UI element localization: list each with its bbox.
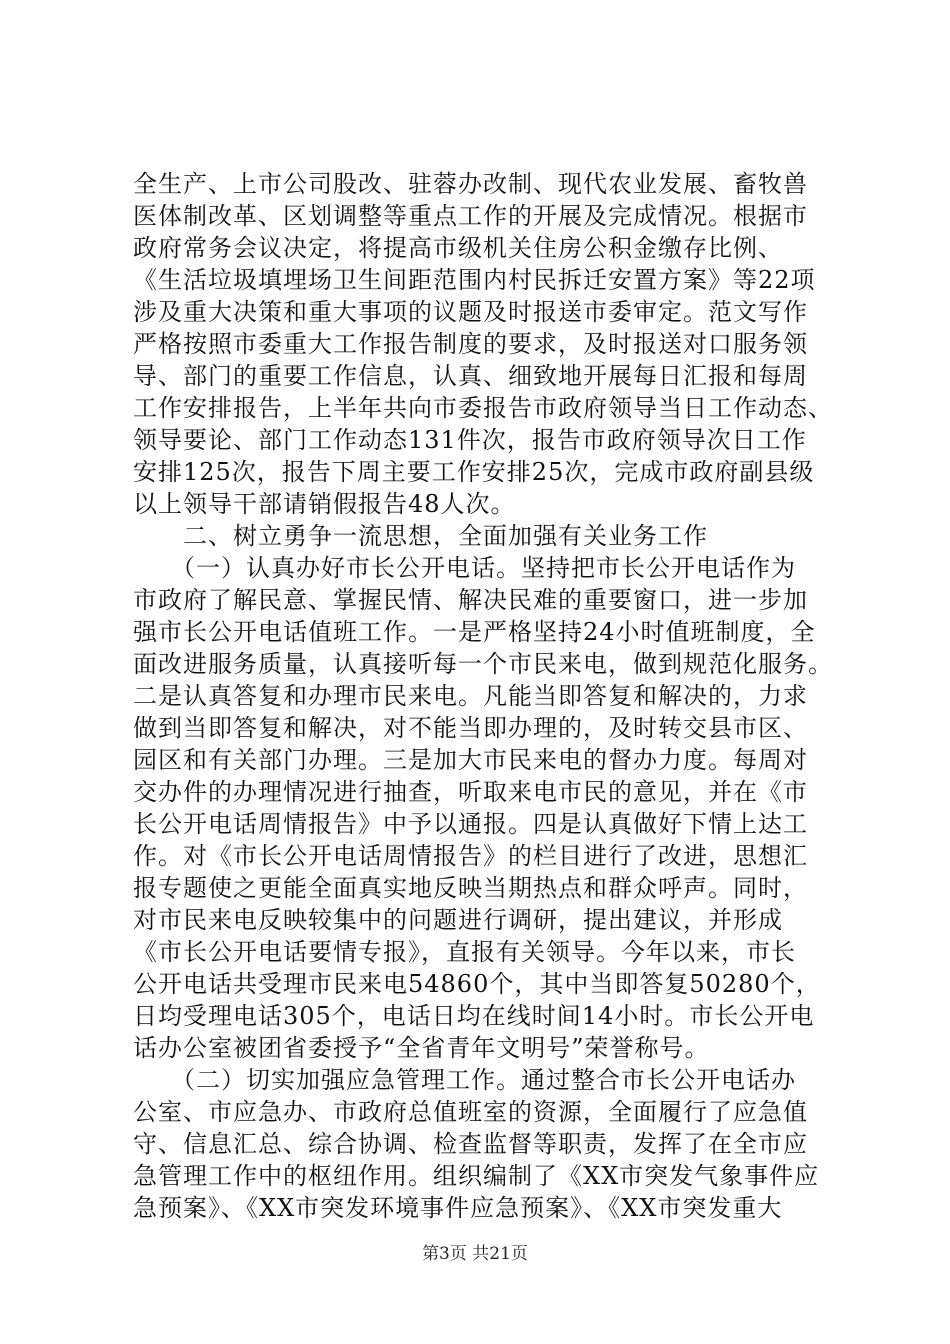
text-line: 领导要论、部门工作动态131件次，报告市政府领导次日工作	[133, 426, 807, 454]
page-footer: 第3页 共21页	[422, 1244, 528, 1264]
text-line: 公室、市应急办、市政府总值班室的资源，全面履行了应急值	[133, 1098, 808, 1126]
text-line: 长公开电话周情报告》中予以通报。四是认真做好下情上达工	[133, 810, 808, 838]
text-line: 报专题使之更能全面真实地反映当期热点和群众呼声。同时，	[133, 874, 808, 902]
text-line: （二）切实加强应急管理工作。通过整合市长公开电话办	[133, 1066, 796, 1094]
text-line: 对市民来电反映较集中的问题进行调研，提出建议，并形成	[133, 906, 783, 934]
text-line: 严格按照市委重大工作报告制度的要求，及时报送对口服务领	[133, 330, 808, 358]
text-line: 守、信息汇总、综合协调、检查监督等职责，发挥了在全市应	[133, 1130, 808, 1158]
text-line: 《市长公开电话要情专报》，直报有关领导。今年以来，市长	[133, 938, 796, 966]
text-line: （一）认真办好市长公开电话。坚持把市长公开电话作为	[133, 554, 796, 582]
text-line: 急管理工作中的枢纽作用。组织编制了《XX市突发气象事件应	[133, 1162, 820, 1190]
text-line: 以上领导干部请销假报告48人次。	[133, 490, 516, 518]
text-line: 强市长公开电话值班工作。一是严格坚持24小时值班制度，全	[133, 618, 816, 646]
text-line: 政府常务会议决定，将提高市级机关住房公积金缴存比例、	[133, 234, 783, 262]
text-line: 做到当即答复和解决，对不能当即办理的，及时转交县市区、	[133, 714, 808, 742]
text-line: 二是认真答复和办理市民来电。凡能当即答复和解决的，力求	[133, 682, 808, 710]
text-line: 工作安排报告，上半年共向市委报告市政府领导当日工作动态、	[133, 394, 833, 422]
text-line: 话办公室被团省委授予“全省青年文明号”荣誉称号。	[133, 1034, 710, 1062]
text-line: 交办件的办理情况进行抽查，听取来电市民的意见，并在《市	[133, 778, 808, 806]
text-line: 二、树立勇争一流思想，全面加强有关业务工作	[133, 522, 708, 550]
text-line: 公开电话共受理市民来电54860个，其中当即答复50280个，	[133, 970, 821, 998]
text-line: 全生产、上市公司股改、驻蓉办改制、现代农业发展、畜牧兽	[133, 170, 808, 198]
text-line: 急预案》、《XX市突发环境事件应急预案》、《XX市突发重大	[133, 1194, 783, 1222]
text-line: 《生活垃圾填埋场卫生间距范围内村民拆迁安置方案》等22项	[133, 266, 816, 294]
text-line: 作。对《市长公开电话周情报告》的栏目进行了改进，思想汇	[133, 842, 808, 870]
text-line: 导、部门的重要工作信息，认真、细致地开展每日汇报和每周	[133, 362, 808, 390]
text-line: 面改进服务质量，认真接听每一个市民来电，做到规范化服务。	[133, 650, 833, 678]
body-text	[133, 168, 833, 1224]
text-line: 安排125次，报告下周主要工作安排25次，完成市政府副县级	[133, 458, 815, 486]
text-line: 市政府了解民意、掌握民情、解决民难的重要窗口，进一步加	[133, 586, 808, 614]
text-line: 园区和有关部门办理。三是加大市民来电的督办力度。每周对	[133, 746, 808, 774]
text-line: 日均受理电话305个，电话日均在线时间14小时。市长公开电	[133, 1002, 815, 1030]
text-line: 涉及重大决策和重大事项的议题及时报送市委审定。范文写作	[133, 298, 808, 326]
text-line: 医体制改革、区划调整等重点工作的开展及完成情况。根据市	[133, 202, 808, 230]
